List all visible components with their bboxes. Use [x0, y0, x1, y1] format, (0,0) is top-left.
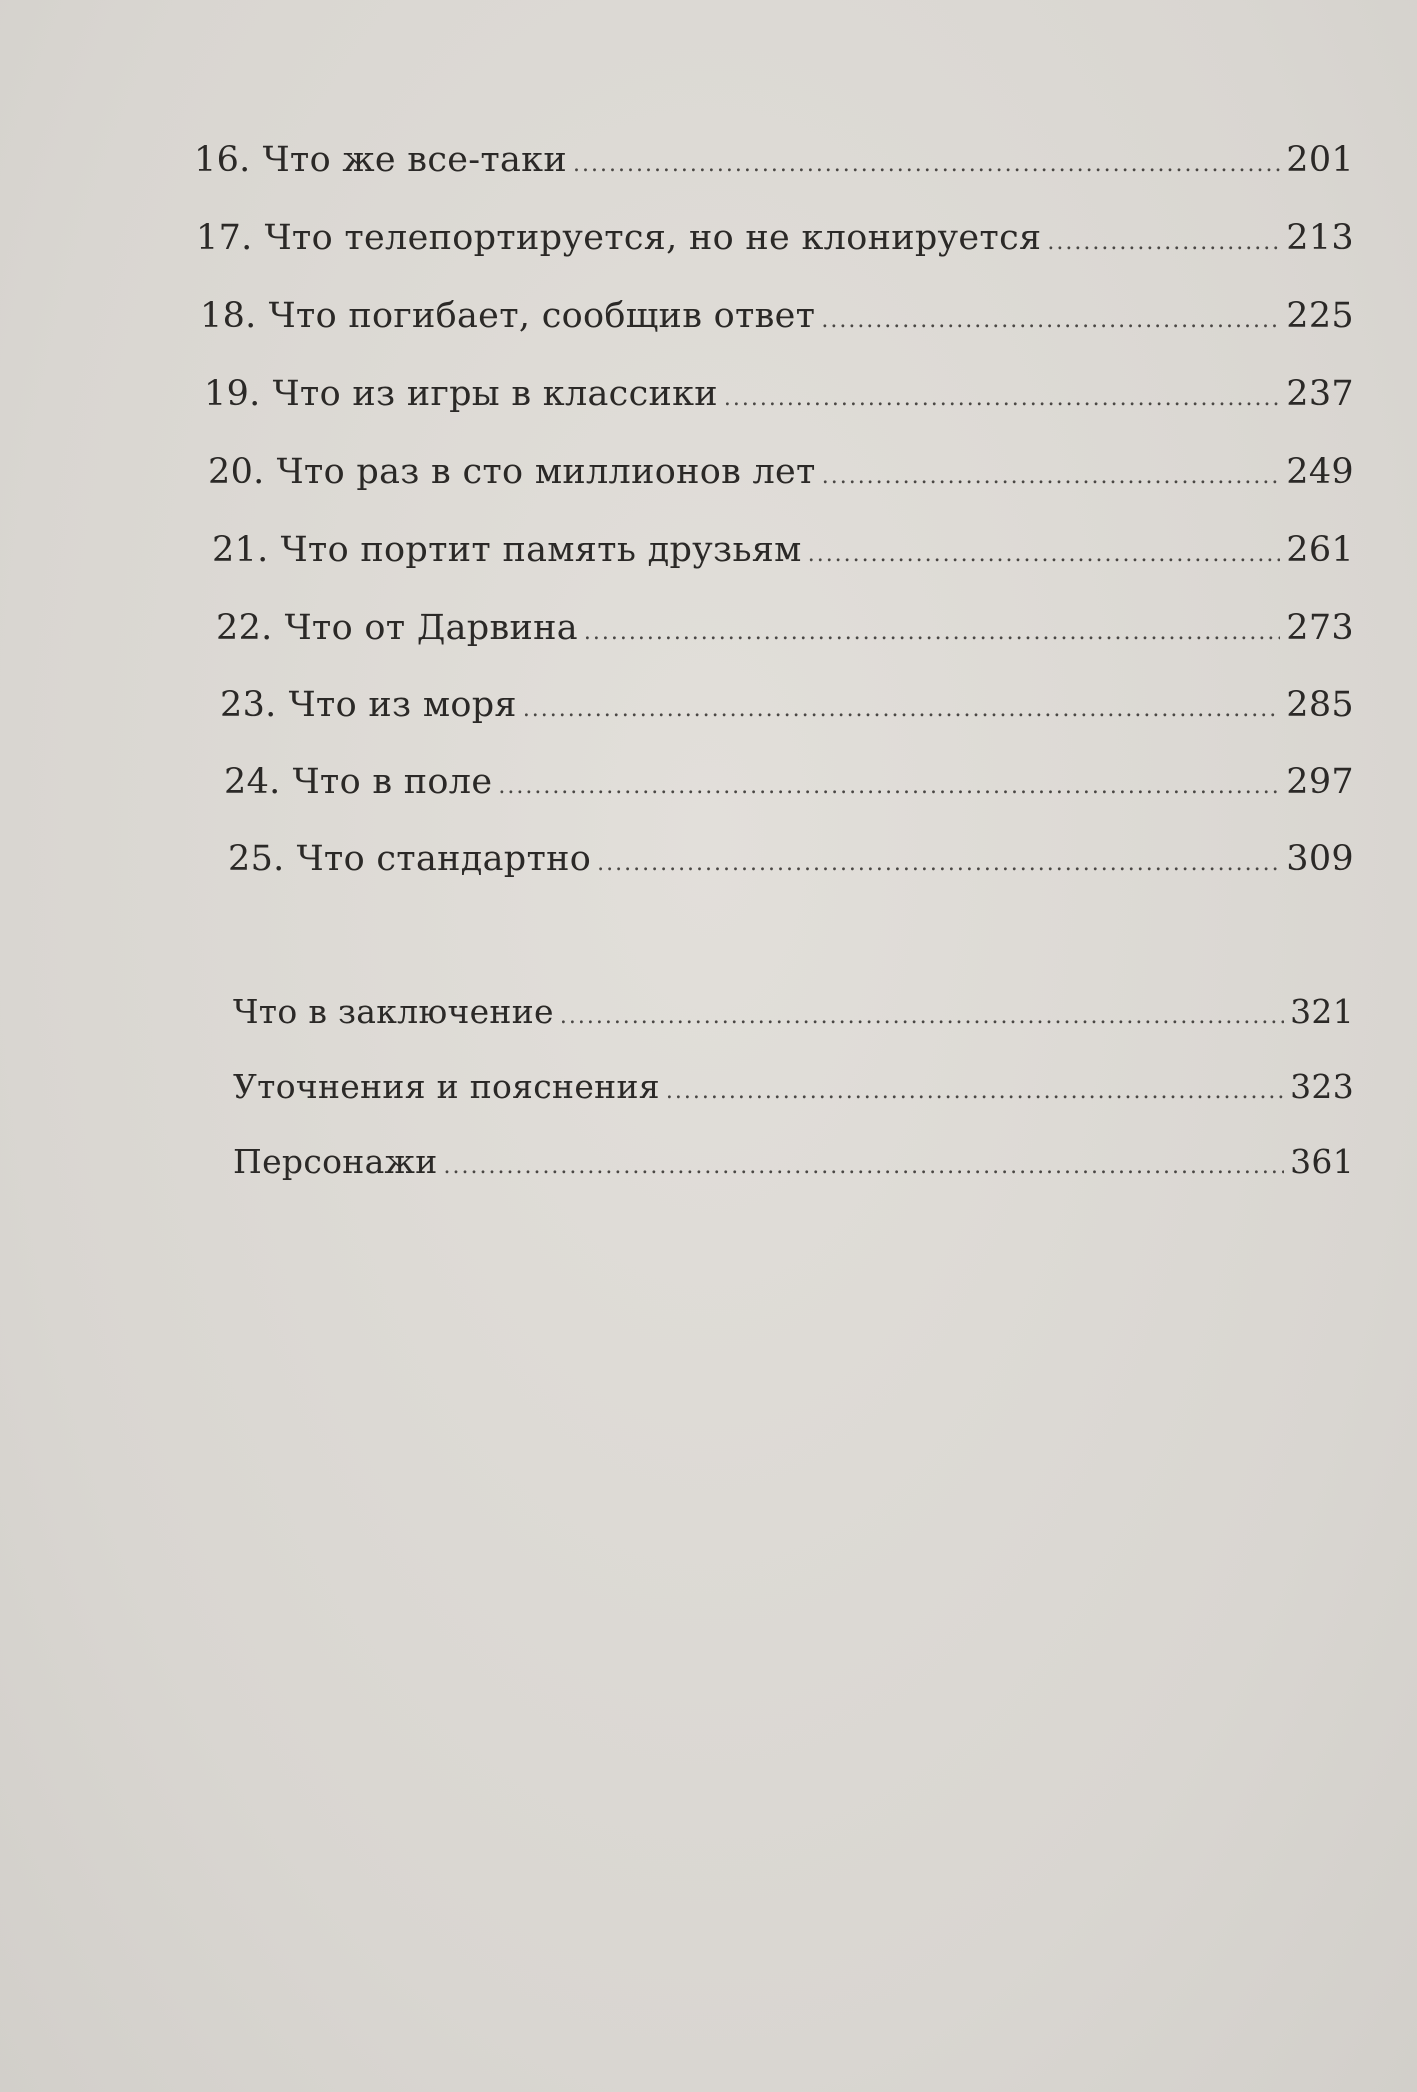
toc-entry-22: [216, 608, 1354, 658]
chapter-number: 21.: [212, 530, 269, 570]
chapter-number: 24.: [224, 762, 281, 802]
toc-entry-conclusion: [233, 992, 1354, 1042]
chapter-title: Что стандартно: [296, 839, 592, 879]
toc-entry-23: [220, 685, 1354, 735]
chapter-number: 19.: [204, 374, 261, 414]
toc-entry-16: [194, 140, 1354, 190]
dot-leader: [666, 1079, 1284, 1104]
toc-entry-characters: [233, 1142, 1354, 1192]
chapter-number: 20.: [208, 452, 265, 492]
toc-entry-25: [228, 839, 1354, 889]
page-number: 309: [1286, 839, 1354, 879]
section-title: Уточнения и пояснения: [233, 1067, 660, 1106]
chapter-title: Что же все-таки: [262, 140, 567, 180]
toc-entry-24: [224, 762, 1354, 812]
chapter-title: Что портит память друзьям: [280, 530, 802, 570]
page-number: 201: [1286, 140, 1354, 180]
chapter-number: 25.: [228, 839, 285, 879]
dot-leader: [560, 1004, 1284, 1029]
chapter-title: Что из моря: [288, 685, 517, 725]
page-number: 249: [1286, 452, 1354, 492]
chapter-title: Что телепортируется, но не клонируется: [264, 218, 1042, 258]
chapter-title: Что от Дарвина: [284, 608, 578, 648]
page-number: 297: [1286, 762, 1354, 802]
page-number: 237: [1286, 374, 1354, 414]
dot-leader: [573, 152, 1280, 177]
dot-leader: [724, 386, 1280, 411]
chapter-title: Что погибает, сообщив ответ: [268, 296, 816, 336]
chapter-number: 17.: [196, 218, 253, 258]
page-number: 321: [1290, 992, 1354, 1031]
page-number: 213: [1286, 218, 1354, 258]
toc-entry-21: [212, 530, 1354, 580]
dot-leader: [584, 620, 1280, 645]
toc-entry-18: [200, 296, 1354, 346]
chapter-number: 22.: [216, 608, 273, 648]
chapter-title: Что из игры в классики: [272, 374, 718, 414]
chapter-number: 16.: [194, 140, 251, 180]
dot-leader: [808, 542, 1281, 567]
dot-leader: [1047, 230, 1280, 255]
dot-leader: [498, 774, 1280, 799]
page-number: 261: [1286, 530, 1354, 570]
dot-leader: [597, 851, 1280, 876]
chapter-number: 18.: [200, 296, 257, 336]
section-title: Что в заключение: [233, 992, 554, 1031]
page-number: 225: [1286, 296, 1354, 336]
toc-entry-notes: [233, 1067, 1354, 1117]
page-number: 323: [1290, 1067, 1354, 1106]
dot-leader: [523, 697, 1280, 722]
toc-entry-19: [204, 374, 1354, 424]
page-number: 273: [1286, 608, 1354, 648]
toc-entry-20: [208, 452, 1354, 502]
chapter-number: 23.: [220, 685, 277, 725]
page-number: 361: [1290, 1142, 1354, 1181]
chapter-title: Что раз в сто миллионов лет: [276, 452, 816, 492]
page-number: 285: [1286, 685, 1354, 725]
dot-leader: [821, 308, 1280, 333]
dot-leader: [822, 464, 1281, 489]
toc-entry-17: [196, 218, 1354, 268]
section-title: Персонажи: [233, 1142, 438, 1181]
dot-leader: [444, 1154, 1285, 1179]
chapter-title: Что в поле: [292, 762, 493, 802]
